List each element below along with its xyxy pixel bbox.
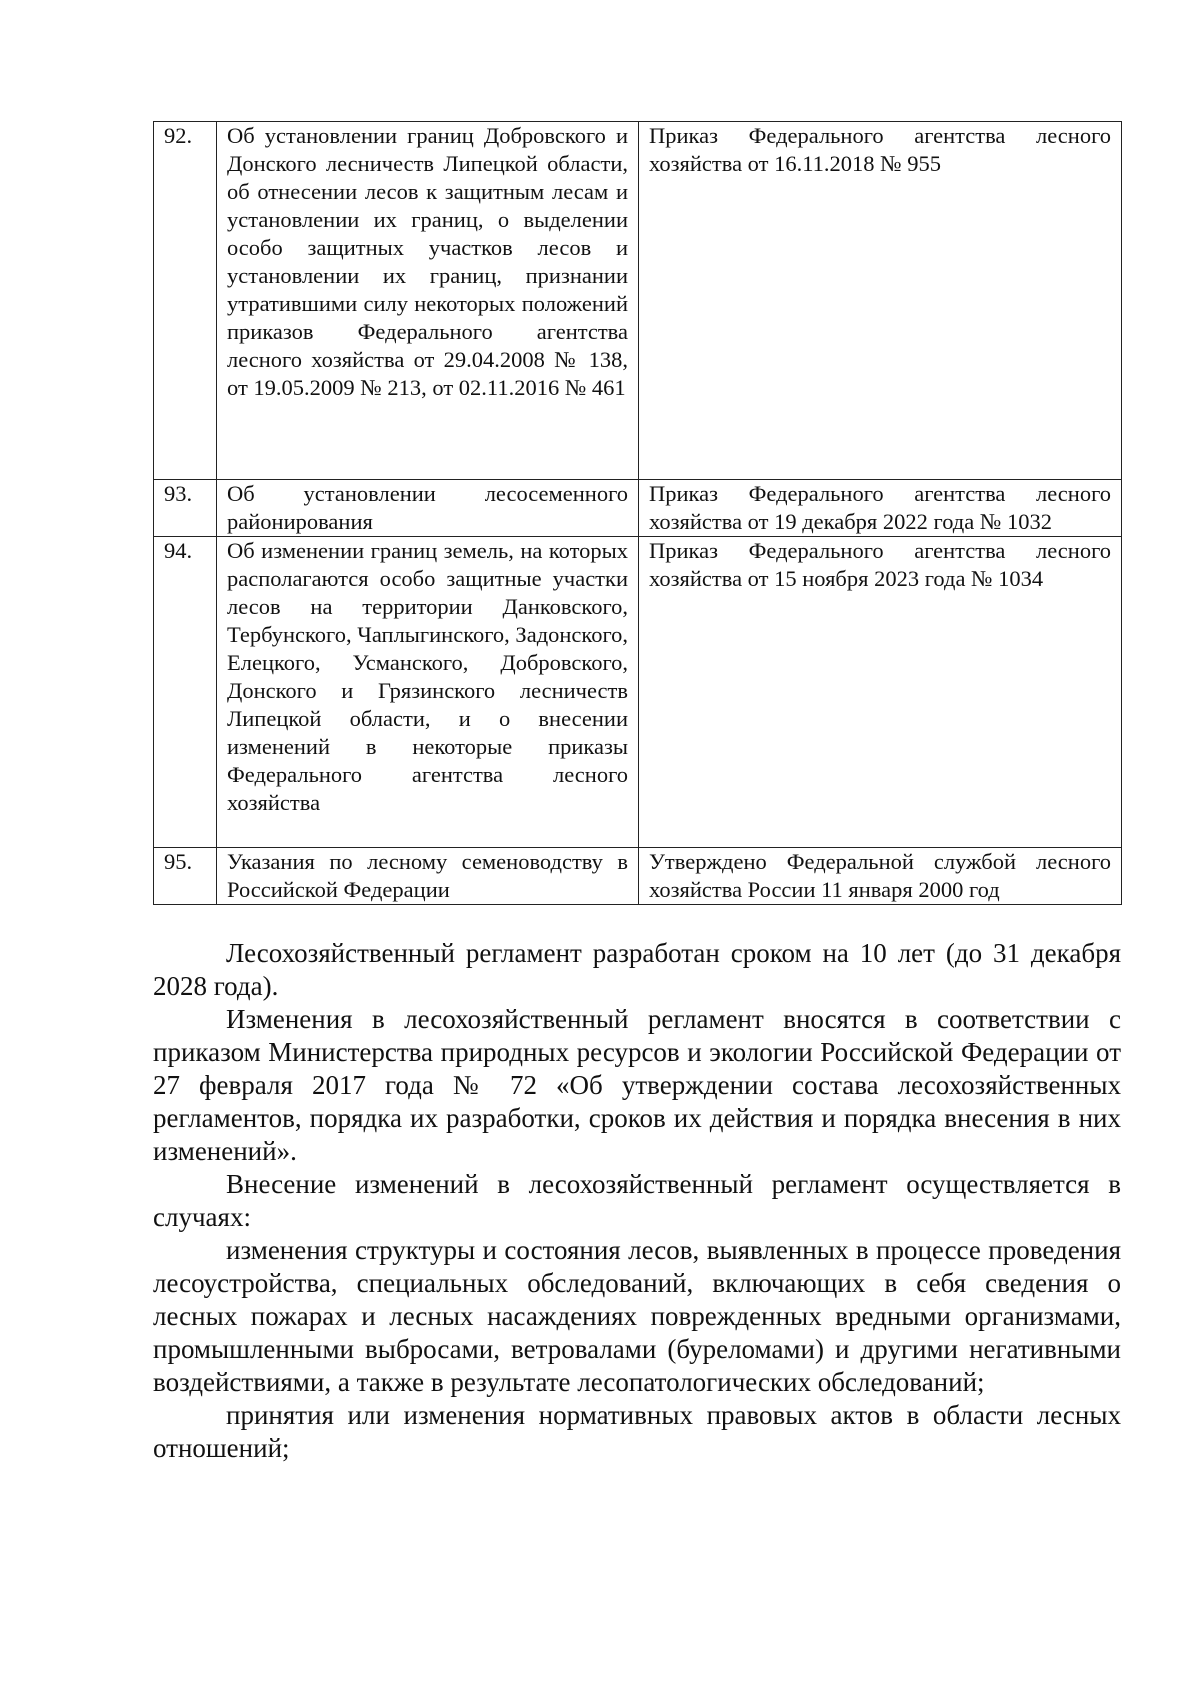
paragraph-amendment-cases: Внесение изменений в лесохозяйственный регламент осуществляется в случаях: (153, 1169, 1121, 1232)
paragraph-case-legal-acts: принятия или изменения нормативных правовых актов в области лесных отношений; (153, 1400, 1121, 1463)
row-document: Приказ Федерального агентства лесного хозяйства от 16.11.2018 № 955 (639, 122, 1122, 480)
row-title: Об изменении границ земель, на которых располагаются особо защитные участки лесов на территории Данковского, Тербунского, Чаплыгинского, Задонского, Елецкого, Усманского, Добровского, Донского и Грязинского лесничеств Липецкой области, и о внесении изменений в некоторые приказы Федерального агентства лесного хозяйства (217, 537, 639, 848)
paragraph-validity-term: Лесохозяйственный регламент разработан сроком на 10 лет (до 31 декабря 2028 года). (153, 938, 1121, 1001)
document-page (153, 121, 1121, 1465)
table-row (154, 122, 1122, 480)
row-document: Приказ Федерального агентства лесного хозяйства от 19 декабря 2022 года № 1032 (639, 480, 1122, 537)
table-row (154, 480, 1122, 537)
row-document: Приказ Федерального агентства лесного хозяйства от 15 ноября 2023 года № 1034 (639, 537, 1122, 848)
paragraph-case-forest-changes: изменения структуры и состояния лесов, выявленных в процессе проведения лесоустройства, специальных обследований, включающих в себя сведения о лесных пожарах и лесных насаждениях поврежденных вредными организмами, промышленными выбросами, ветровалами (буреломами) и другими негативными воздействиями, а также в результате лесопатологических обследований; (153, 1235, 1121, 1397)
regulations-table (153, 121, 1122, 905)
body-text (153, 937, 1121, 1465)
row-number: 93. (154, 480, 217, 537)
paragraph-amendment-basis: Изменения в лесохозяйственный регламент вносятся в соответствии с приказом Министерства природных ресурсов и экологии Российской Федерации от 27 февраля 2017 года № 72 «Об утверждении состава лесохозяйственных регламентов, порядка их разработки, сроков их действия и порядка внесения в них изменений». (153, 1004, 1121, 1166)
row-title: Об установлении границ Добровского и Донского лесничеств Липецкой области, об отнесении лесов к защитным лесам и установлении их границ, о выделении особо защитных участков лесов и установлении их границ, признании утратившими силу некоторых положений приказов Федерального агентства лесного хозяйства от 29.04.2008 № 138, от 19.05.2009 № 213, от 02.11.2016 № 461 (217, 122, 639, 480)
row-number: 94. (154, 537, 217, 848)
row-title: Об установлении лесосеменного районирования (217, 480, 639, 537)
row-number: 92. (154, 122, 217, 480)
table-row (154, 848, 1122, 905)
table-row (154, 537, 1122, 848)
row-title: Указания по лесному семеноводству в Российской Федерации (217, 848, 639, 905)
row-document: Утверждено Федеральной службой лесного хозяйства России 11 января 2000 год (639, 848, 1122, 905)
row-number: 95. (154, 848, 217, 905)
